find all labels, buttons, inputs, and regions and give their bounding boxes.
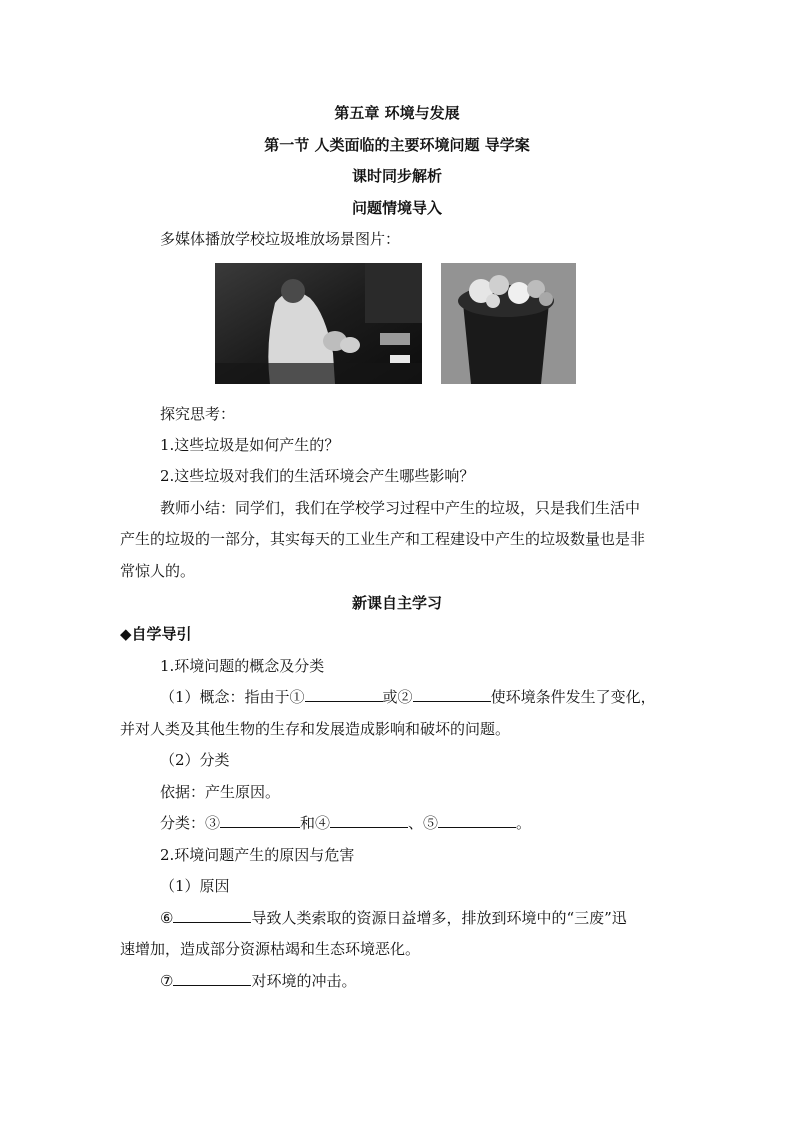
summary-line-2: 产生的垃圾的一部分，其实每天的工业生产和工程建设中产生的垃圾数量也是非 bbox=[120, 530, 646, 548]
item-2-heading: 2.环境问题产生的原因与危害 bbox=[160, 846, 355, 864]
chapter-title: 第五章 环境与发展 bbox=[334, 104, 460, 122]
c6-marker: ⑥ bbox=[160, 909, 174, 927]
section-title: 第一节 人类面临的主要环境问题 导学案 bbox=[264, 136, 530, 154]
classify-basis: 依据：产生原因。 bbox=[160, 783, 281, 801]
garbage-photo-right bbox=[441, 263, 576, 384]
blank-6[interactable] bbox=[173, 908, 251, 923]
blank-3[interactable] bbox=[220, 813, 300, 828]
c7-marker: ⑦ bbox=[160, 972, 174, 990]
summary-line-3: 常惊人的。 bbox=[120, 562, 196, 580]
cls-text-a: 分类：③ bbox=[160, 814, 221, 832]
subtitle-intro: 问题情境导入 bbox=[351, 199, 442, 217]
item-1-heading: 1.环境问题的概念及分类 bbox=[160, 657, 325, 675]
concept-line-2: 并对人类及其他生物的生存和发展造成影响和破坏的问题。 bbox=[120, 720, 511, 738]
cls-text-c: 、⑤ bbox=[408, 814, 439, 832]
media-intro: 多媒体播放学校垃圾堆放场景图片： bbox=[160, 230, 401, 248]
c6-text: 导致人类索取的资源日益增多，排放到环境中的“三废”迅 bbox=[251, 909, 627, 927]
question-1: 1.这些垃圾是如何产生的？ bbox=[160, 436, 340, 454]
self-study-guide: ◆自学导引 bbox=[120, 625, 192, 643]
concept-text-b: 或② bbox=[382, 688, 413, 706]
cls-text-b: 和④ bbox=[300, 814, 331, 832]
summary-line-1: 教师小结：同学们，我们在学校学习过程中产生的垃圾，只是我们生活中 bbox=[160, 499, 641, 517]
blank-4[interactable] bbox=[330, 813, 408, 828]
concept-text-a: （1）概念：指由于① bbox=[160, 688, 305, 706]
c7-text: 对环境的冲击。 bbox=[251, 972, 357, 990]
cause-6-line bbox=[160, 907, 627, 928]
garbage-photo-left bbox=[215, 263, 422, 384]
cls-text-d: 。 bbox=[516, 814, 532, 832]
blank-2[interactable] bbox=[413, 687, 491, 702]
classify-heading: （2）分类 bbox=[160, 751, 230, 769]
cause-7-line bbox=[160, 970, 356, 991]
classify-line bbox=[160, 812, 531, 833]
cause-heading: （1）原因 bbox=[160, 877, 230, 895]
concept-line bbox=[160, 686, 656, 707]
blank-1[interactable] bbox=[305, 687, 383, 702]
question-2: 2.这些垃圾对我们的生活环境会产生哪些影响？ bbox=[160, 467, 475, 485]
new-lesson-title: 新课自主学习 bbox=[351, 594, 442, 612]
subtitle-analysis: 课时同步解析 bbox=[351, 167, 442, 185]
blank-5[interactable] bbox=[438, 813, 516, 828]
blank-7[interactable] bbox=[173, 971, 251, 986]
concept-text-c: 使环境条件发生了变化， bbox=[490, 688, 656, 706]
cause-6-line-2: 速增加，造成部分资源枯竭和生态环境恶化。 bbox=[120, 940, 421, 958]
explore-label: 探究思考： bbox=[160, 405, 236, 423]
